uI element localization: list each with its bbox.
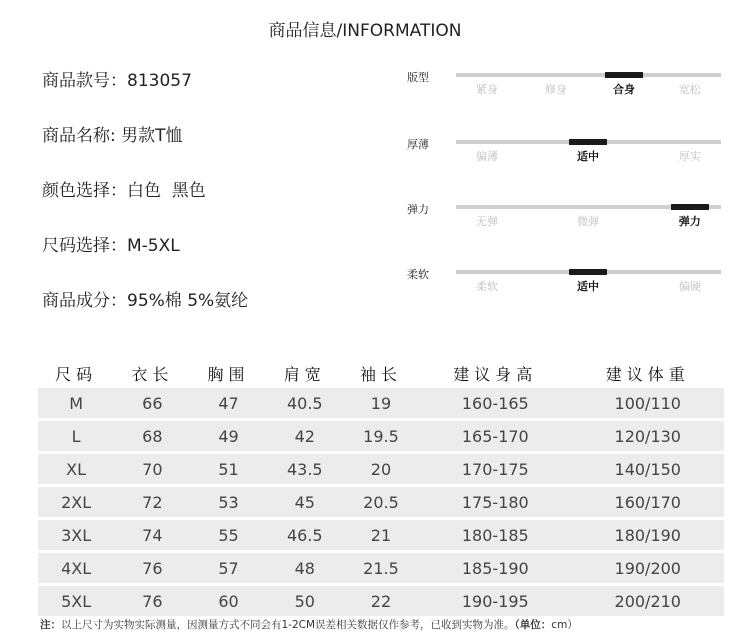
attr-option: 合身 xyxy=(613,83,635,96)
table-cell: 170-175 xyxy=(419,453,571,486)
table-cell: 72 xyxy=(114,486,190,519)
header-length: 衣长 xyxy=(114,361,190,387)
table-cell: L xyxy=(38,420,114,453)
table-cell: 66 xyxy=(114,387,190,420)
table-cell: 21 xyxy=(343,519,419,552)
info-label: 颜色选择： xyxy=(42,181,127,201)
header-height: 建议身高 xyxy=(419,361,571,387)
attr-marker xyxy=(569,139,607,145)
attr-option: 修身 xyxy=(544,83,567,96)
size-table-header xyxy=(38,361,724,387)
attr-track xyxy=(456,270,721,274)
table-cell: 40.5 xyxy=(267,387,343,420)
table-cell: 70 xyxy=(114,453,190,486)
attr-marker xyxy=(671,204,709,210)
table-cell: 43.5 xyxy=(267,453,343,486)
table-cell: 57 xyxy=(190,552,266,585)
table-cell: 74 xyxy=(114,519,190,552)
table-cell: 22 xyxy=(343,585,419,618)
info-label: 商品名称: xyxy=(42,126,122,146)
info-label: 商品成分： xyxy=(42,291,127,311)
attr-label: 弹力 xyxy=(407,203,429,216)
info-value: 白色 黑色 xyxy=(127,181,206,201)
info-value: 男款T恤 xyxy=(121,126,183,146)
table-cell: 175-180 xyxy=(419,486,571,519)
attr-option: 厚实 xyxy=(678,150,701,163)
attr-marker xyxy=(605,72,643,78)
table-cell: 51 xyxy=(190,453,266,486)
table-row xyxy=(38,420,724,453)
note-prefix: 注： xyxy=(40,619,61,631)
info-style-number xyxy=(42,66,192,91)
table-cell: 120/130 xyxy=(572,420,724,453)
attr-label: 版型 xyxy=(407,71,429,84)
info-product-name xyxy=(42,121,183,146)
table-cell: 46.5 xyxy=(267,519,343,552)
table-cell: 50 xyxy=(267,585,343,618)
table-row xyxy=(38,486,724,519)
attr-label: 厚薄 xyxy=(407,138,429,151)
table-cell: 21.5 xyxy=(343,552,419,585)
info-value: 813057 xyxy=(127,71,192,91)
table-cell: 5XL xyxy=(38,585,114,618)
attr-option: 偏薄 xyxy=(476,150,498,163)
attr-track xyxy=(456,73,721,77)
attr-label: 柔软 xyxy=(407,268,429,281)
info-value: M-5XL xyxy=(127,236,180,256)
attr-option: 微弹 xyxy=(576,215,599,228)
attr-track xyxy=(456,205,721,209)
header-weight: 建议体重 xyxy=(572,361,724,387)
table-cell: 190/200 xyxy=(572,552,724,585)
table-cell: 4XL xyxy=(38,552,114,585)
size-table-body xyxy=(38,387,724,618)
attr-option: 宽松 xyxy=(678,83,701,96)
attr-option: 适中 xyxy=(576,280,599,293)
page-title: 商品信息/INFORMATION xyxy=(268,21,462,41)
table-cell: 2XL xyxy=(38,486,114,519)
table-row xyxy=(38,387,724,420)
header-sleeve: 袖长 xyxy=(343,361,419,387)
info-label: 尺码选择： xyxy=(42,236,127,256)
table-cell: 180/190 xyxy=(572,519,724,552)
table-cell: 49 xyxy=(190,420,266,453)
table-cell: 76 xyxy=(114,552,190,585)
table-cell: 19.5 xyxy=(343,420,419,453)
attr-option: 无弹 xyxy=(476,215,498,228)
note-unit: （单位： xyxy=(514,619,552,631)
attr-marker xyxy=(569,269,607,275)
table-cell: XL xyxy=(38,453,114,486)
info-size xyxy=(42,231,180,256)
table-cell: 160-165 xyxy=(419,387,571,420)
size-table xyxy=(38,361,724,619)
attr-option: 适中 xyxy=(576,150,599,163)
info-value: 95%棉 5%氨纶 xyxy=(127,291,249,311)
header-shoulder: 肩宽 xyxy=(267,361,343,387)
table-cell: 47 xyxy=(190,387,266,420)
size-note xyxy=(40,617,578,632)
table-cell: 42 xyxy=(267,420,343,453)
info-label: 商品款号： xyxy=(42,71,127,91)
table-cell: 76 xyxy=(114,585,190,618)
table-row xyxy=(38,519,724,552)
table-cell: 140/150 xyxy=(572,453,724,486)
info-color xyxy=(42,176,206,201)
table-cell: 160/170 xyxy=(572,486,724,519)
table-cell: 3XL xyxy=(38,519,114,552)
table-cell: 180-185 xyxy=(419,519,571,552)
table-cell: 200/210 xyxy=(572,585,724,618)
info-material xyxy=(42,286,248,311)
header-chest: 胸围 xyxy=(190,361,266,387)
table-cell: 55 xyxy=(190,519,266,552)
table-cell: 190-195 xyxy=(419,585,571,618)
table-cell: 45 xyxy=(267,486,343,519)
attr-option: 紧身 xyxy=(476,83,498,96)
attr-option: 弹力 xyxy=(678,215,701,228)
table-row xyxy=(38,585,724,618)
note-text: 以上尺寸为实物实际测量，因测量方式不同会有1-2CM误差相关数据仅作参考，已收到实物为准。 xyxy=(61,619,515,631)
attr-option: 柔软 xyxy=(476,280,498,293)
table-row xyxy=(38,552,724,585)
attr-track xyxy=(456,140,721,144)
table-cell: 20.5 xyxy=(343,486,419,519)
table-cell: 48 xyxy=(267,552,343,585)
attr-option: 偏硬 xyxy=(678,280,701,293)
table-cell: M xyxy=(38,387,114,420)
table-cell: 68 xyxy=(114,420,190,453)
header-size: 尺码 xyxy=(38,361,114,387)
note-unit-value: cm） xyxy=(551,619,578,631)
table-cell: 185-190 xyxy=(419,552,571,585)
table-row xyxy=(38,453,724,486)
table-cell: 60 xyxy=(190,585,266,618)
table-cell: 19 xyxy=(343,387,419,420)
table-cell: 100/110 xyxy=(572,387,724,420)
table-cell: 165-170 xyxy=(419,420,571,453)
table-cell: 20 xyxy=(343,453,419,486)
table-cell: 53 xyxy=(190,486,266,519)
